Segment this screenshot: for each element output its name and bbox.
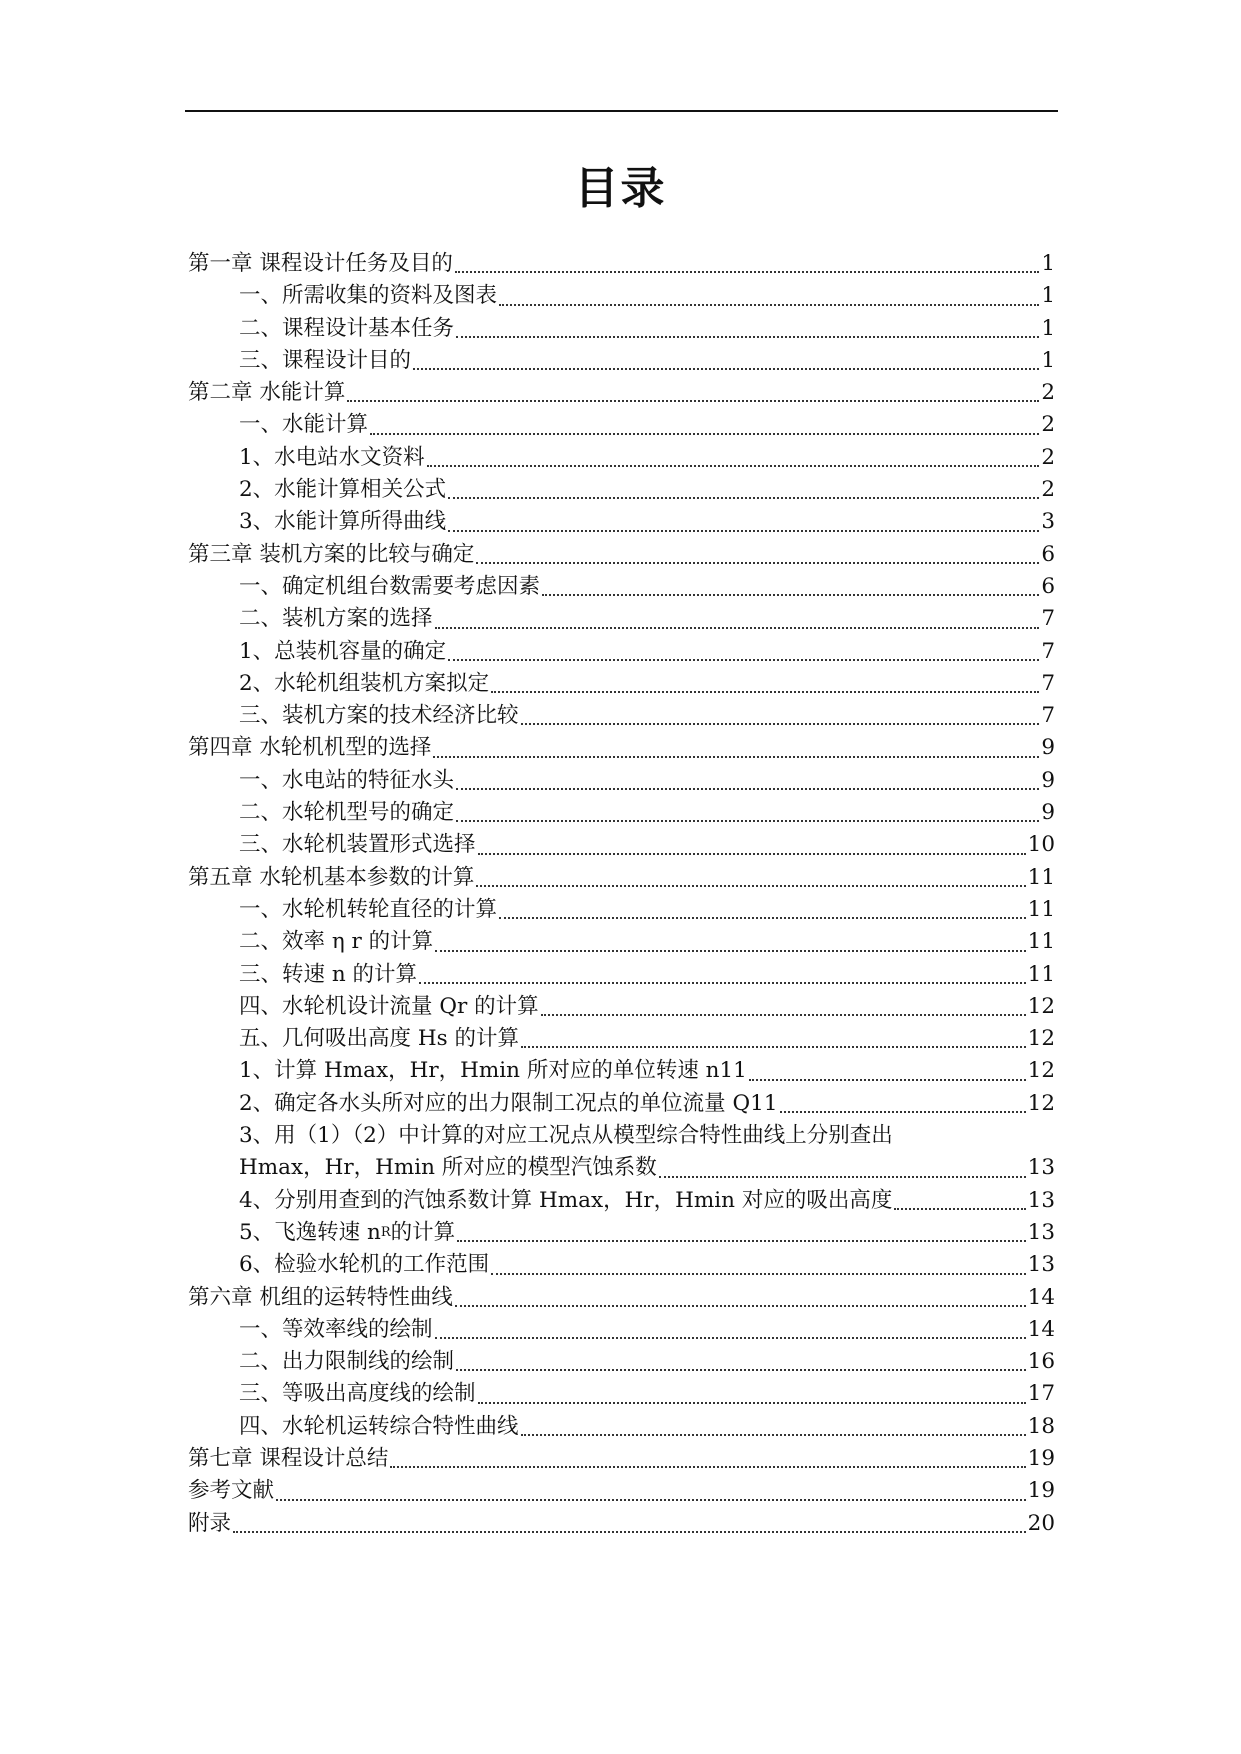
dot-leader: [456, 787, 1039, 790]
toc-entry[interactable]: [188, 1411, 1055, 1443]
toc-entry-subscript: R: [380, 1224, 391, 1240]
toc-entry-text: 三、装机方案的技术经济比较: [239, 703, 519, 729]
page-title: 目录: [574, 163, 667, 214]
toc-page-number: 13: [1027, 1155, 1055, 1181]
dot-leader: [448, 496, 1039, 499]
dot-leader: [476, 561, 1039, 564]
dot-leader: [541, 1013, 1026, 1016]
toc-entry-text: 1、计算 Hmax，Hr，Hmin 所对应的单位转速 n11: [239, 1058, 747, 1084]
toc-page-number: 1: [1041, 315, 1055, 341]
toc-entry[interactable]: [188, 1152, 1055, 1184]
toc-page-number: 13: [1027, 1187, 1055, 1213]
toc-page-number: 7: [1041, 638, 1055, 664]
dot-leader: [435, 1336, 1026, 1339]
toc-page-number: 2: [1041, 477, 1055, 503]
toc-entry-text: 1、总装机容量的确定: [239, 638, 447, 664]
toc-entry[interactable]: [188, 313, 1055, 345]
toc-entry[interactable]: [188, 1475, 1055, 1507]
toc-entry-text: 6、检验水轮机的工作范围: [239, 1252, 490, 1278]
toc-entry-text: 一、等效率线的绘制: [239, 1316, 433, 1342]
toc-entry[interactable]: [188, 539, 1055, 571]
dot-leader: [347, 399, 1039, 402]
toc-entry-text: 2、确定各水头所对应的出力限制工况点的单位流量 Q11: [239, 1090, 778, 1116]
dot-leader: [435, 626, 1040, 629]
toc-page-number: 6: [1041, 573, 1055, 599]
toc-page-number: 1: [1041, 251, 1055, 276]
dot-leader: [427, 464, 1040, 467]
toc-entry[interactable]: [188, 506, 1055, 538]
toc-entry[interactable]: [188, 1346, 1055, 1378]
toc-entry[interactable]: [188, 1088, 1055, 1120]
toc-entry-text: 4、分别用查到的汽蚀系数计算 Hmax，Hr，Hmin 对应的吸出高度: [239, 1187, 893, 1213]
dot-leader: [894, 1207, 1025, 1210]
toc-page-number: 6: [1041, 541, 1055, 567]
toc-page-number: 18: [1027, 1413, 1055, 1439]
toc-entry-text: 一、水电站的特征水头: [239, 767, 455, 793]
toc-page-number: 2: [1041, 412, 1055, 438]
toc-entry-text: 三、等吸出高度线的绘制: [239, 1381, 476, 1407]
toc-entry-text-after: 的计算: [390, 1219, 456, 1245]
toc-page-number: 13: [1027, 1252, 1055, 1278]
toc-entry-text: 二、效率 η r 的计算: [239, 929, 434, 955]
dot-leader: [455, 270, 1039, 273]
toc-entry[interactable]: [188, 1249, 1055, 1281]
toc-page-number: 11: [1027, 896, 1055, 922]
toc-page-number: 2: [1041, 444, 1055, 470]
toc-entry[interactable]: [188, 248, 1055, 280]
dot-leader: [478, 852, 1026, 855]
toc-page-number: 14: [1027, 1284, 1055, 1310]
dot-leader: [435, 949, 1025, 952]
toc-entry-text: 第七章 课程设计总结: [188, 1445, 389, 1471]
toc-page-number: 9: [1041, 767, 1055, 793]
toc-entry[interactable]: [188, 409, 1055, 441]
dot-leader: [370, 432, 1039, 435]
dot-leader: [476, 884, 1025, 887]
toc-page-number: 7: [1041, 606, 1055, 632]
toc-entry-text: 二、装机方案的选择: [239, 606, 433, 632]
toc-entry[interactable]: [188, 377, 1055, 409]
toc-entry[interactable]: [188, 1023, 1055, 1055]
toc-entry[interactable]: [188, 603, 1055, 635]
toc-entry-text: 二、出力限制线的绘制: [239, 1349, 455, 1375]
toc-entry-text: 四、水轮机运转综合特性曲线: [239, 1413, 519, 1439]
toc-entry-text: 一、所需收集的资料及图表: [239, 283, 498, 309]
toc-page-number: 1: [1041, 347, 1055, 373]
toc-entry[interactable]: [188, 636, 1055, 668]
toc-entry-text: 第五章 水轮机基本参数的计算: [188, 864, 475, 890]
toc-page-number: 14: [1027, 1316, 1055, 1342]
dot-leader: [521, 1433, 1026, 1436]
toc-page-number: 11: [1027, 961, 1055, 987]
toc-entry[interactable]: [188, 862, 1055, 894]
toc-page-number: 11: [1027, 929, 1055, 955]
dot-leader: [456, 1368, 1026, 1371]
toc-page-number: 12: [1027, 993, 1055, 1019]
toc-entry-text: 第二章 水能计算: [188, 380, 346, 406]
toc-entry[interactable]: [188, 1314, 1055, 1346]
toc-entry-text: 5、飞逸转速 n: [239, 1219, 381, 1245]
dot-leader: [491, 690, 1039, 693]
toc-page-number: 3: [1041, 509, 1055, 535]
toc-entry-text: 一、水轮机转轮直径的计算: [239, 896, 498, 922]
header-rule: [185, 110, 1058, 112]
toc-entry[interactable]: [188, 1055, 1055, 1087]
toc-entry[interactable]: [188, 1282, 1055, 1314]
toc-entry[interactable]: [188, 1508, 1055, 1540]
toc-page-number: 11: [1027, 864, 1055, 890]
toc-entry[interactable]: [188, 732, 1055, 764]
dot-leader: [276, 1498, 1026, 1501]
toc-page-number: 19: [1027, 1478, 1055, 1504]
toc-page-number: 7: [1041, 703, 1055, 729]
toc-entry-text: 三、课程设计目的: [239, 347, 412, 373]
toc-page-number: 13: [1027, 1219, 1055, 1245]
toc-entry-text: 2、水轮机组装机方案拟定: [239, 670, 490, 696]
dot-leader: [499, 303, 1039, 306]
toc-entry[interactable]: [188, 345, 1055, 377]
toc-page-number: 7: [1041, 670, 1055, 696]
toc-entry-text: 五、几何吸出高度 Hs 的计算: [239, 1026, 519, 1052]
toc-page-number: 20: [1027, 1510, 1055, 1536]
toc-entry[interactable]: [188, 959, 1055, 991]
dot-leader: [390, 1465, 1025, 1468]
dot-leader: [780, 1110, 1026, 1113]
toc-entry-text: 第六章 机组的运转特性曲线: [188, 1284, 453, 1310]
toc-entry-text: 二、课程设计基本任务: [239, 315, 455, 341]
toc-entry[interactable]: [188, 797, 1055, 829]
toc-entry[interactable]: [188, 1120, 1055, 1152]
dot-leader: [499, 916, 1026, 919]
toc-entry-text: 第三章 装机方案的比较与确定: [188, 541, 475, 567]
dot-leader: [233, 1530, 1026, 1533]
toc-page-number: 9: [1041, 735, 1055, 761]
toc-entry-text: 参考文献: [188, 1478, 275, 1504]
toc-entry-text: 第一章 课程设计任务及目的: [188, 251, 453, 276]
toc-page-number: 12: [1027, 1090, 1055, 1116]
toc-page-number: 12: [1027, 1058, 1055, 1084]
toc-entry-text: 四、水轮机设计流量 Qr 的计算: [239, 993, 539, 1019]
toc-entry-text: 一、确定机组台数需要考虑因素: [239, 573, 541, 599]
toc-entry[interactable]: [188, 668, 1055, 700]
dot-leader: [456, 819, 1039, 822]
dot-leader: [419, 981, 1026, 984]
dot-leader: [491, 1272, 1025, 1275]
toc-entry-text: 三、水轮机装置形式选择: [239, 832, 476, 858]
toc-entry[interactable]: [188, 1443, 1055, 1475]
dot-leader: [749, 1078, 1026, 1081]
toc-page-number: 19: [1027, 1445, 1055, 1471]
toc-entry[interactable]: [188, 442, 1055, 474]
toc-entry[interactable]: [188, 571, 1055, 603]
dot-leader: [448, 658, 1039, 661]
toc-entry-text: 附录: [188, 1510, 232, 1536]
dot-leader: [413, 367, 1039, 370]
toc-entry-text: 二、水轮机型号的确定: [239, 800, 455, 826]
toc-page-number: 17: [1027, 1381, 1055, 1407]
dot-leader: [521, 1045, 1026, 1048]
toc-page-number: 12: [1027, 1026, 1055, 1052]
dot-leader: [457, 1239, 1025, 1242]
dot-leader: [542, 593, 1039, 596]
toc-entry-text: 三、转速 n 的计算: [239, 961, 418, 987]
toc-entry-text: Hmax，Hr，Hmin 所对应的模型汽蚀系数: [239, 1155, 657, 1181]
toc-entry[interactable]: [188, 1217, 1055, 1249]
toc-page-number: 16: [1027, 1349, 1055, 1375]
toc-page-number: 9: [1041, 800, 1055, 826]
toc-entry-text: 1、水电站水文资料: [239, 444, 425, 470]
toc-entry[interactable]: [188, 700, 1055, 732]
dot-leader: [521, 722, 1040, 725]
toc-entry[interactable]: [188, 280, 1055, 312]
dot-leader: [448, 529, 1039, 532]
toc-entry-text: 2、水能计算相关公式: [239, 477, 447, 503]
toc-entry-text: 3、水能计算所得曲线: [239, 509, 447, 535]
toc-page-number: 10: [1027, 832, 1055, 858]
toc-entry[interactable]: [188, 926, 1055, 958]
dot-leader: [456, 335, 1039, 338]
dot-leader: [478, 1401, 1026, 1404]
toc-entry[interactable]: [188, 474, 1055, 506]
table-of-contents: [188, 248, 1055, 1540]
toc-entry[interactable]: [188, 894, 1055, 926]
toc-page-number: 1: [1041, 283, 1055, 309]
toc-entry[interactable]: [188, 1378, 1055, 1410]
dot-leader: [659, 1175, 1026, 1178]
toc-entry-text: 3、用（1）（2）中计算的对应工况点从模型综合特性曲线上分别查出: [239, 1123, 893, 1149]
toc-entry[interactable]: [188, 991, 1055, 1023]
toc-entry[interactable]: [188, 765, 1055, 797]
toc-entry[interactable]: [188, 1185, 1055, 1217]
toc-entry-text: 第四章 水轮机机型的选择: [188, 735, 432, 761]
dot-leader: [455, 1304, 1026, 1307]
toc-entry-text: 一、水能计算: [239, 412, 369, 438]
dot-leader: [433, 755, 1039, 758]
toc-page-number: 2: [1041, 380, 1055, 406]
toc-entry[interactable]: [188, 829, 1055, 861]
